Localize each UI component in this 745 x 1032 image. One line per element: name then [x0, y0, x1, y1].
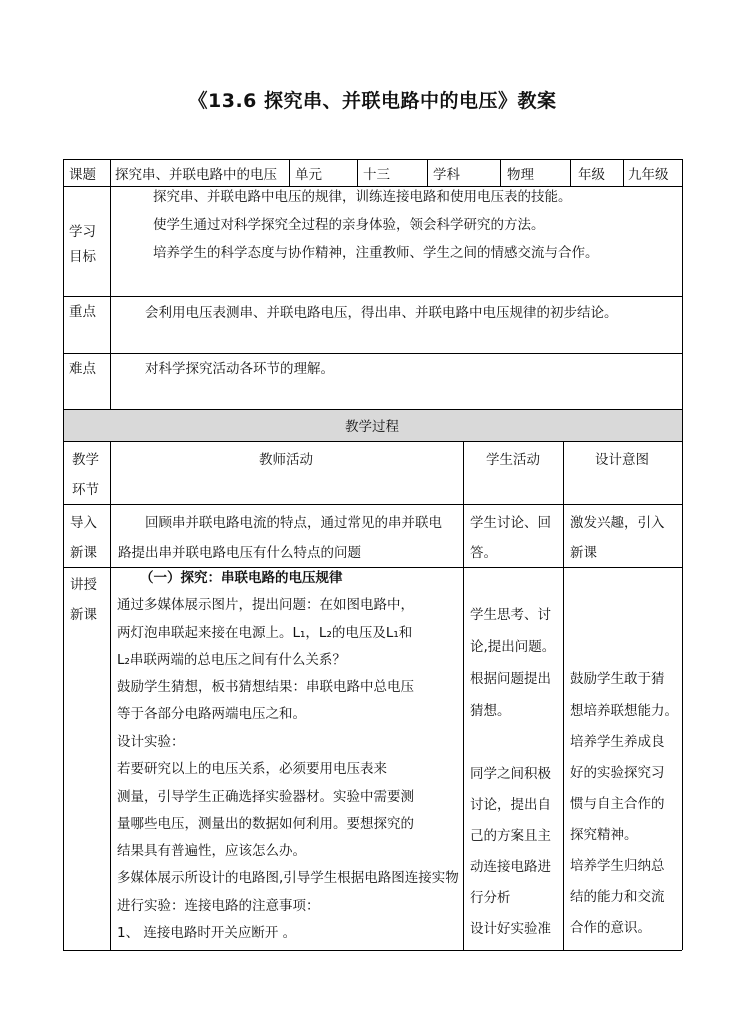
col-design: 设计意图 [595, 452, 649, 468]
student-line: 根据问题提出 [470, 671, 551, 687]
table-border [623, 159, 624, 186]
student-line: 行分析 [470, 890, 511, 906]
table-border [63, 567, 682, 568]
teacher-line: 通过多媒体展示图片，提出问题：在如图电路中， [117, 597, 414, 613]
objective-item: 培养学生的科学态度与协作精神，注重教师、学生之间的情感交流与合作。 [153, 245, 599, 261]
key-point-text: 会利用电压表测串、并联电路电压，得出串、并联电路中电压规律的初步结论。 [145, 305, 618, 321]
design-line: 探究精神。 [570, 827, 638, 843]
col-stage: 环节 [72, 482, 99, 498]
table-border [63, 441, 682, 442]
design-line: 培养学生养成良 [570, 734, 665, 750]
teacher-line: 1、 连接电路时开关应断开 。 [117, 925, 297, 941]
intro-stage: 新课 [70, 545, 97, 561]
col-student: 学生活动 [486, 452, 540, 468]
section-title: 教学过程 [345, 419, 399, 435]
table-border [63, 159, 682, 160]
objectives-label: 学习 [69, 224, 96, 240]
intro-student-text: 学生讨论、回 [470, 515, 551, 531]
intro-design-text: 新课 [570, 545, 597, 561]
table-border [682, 159, 683, 409]
table-border [63, 409, 682, 410]
intro-stage: 导入 [70, 515, 97, 531]
teacher-line: 测量，引导学生正确选择实验器材。实验中需要测 [117, 789, 414, 805]
student-line: 猜想。 [470, 703, 511, 719]
table-border [357, 159, 358, 186]
teacher-line: 两灯泡串联起来接在电源上。L₁，L₂的电压及L₁和 [117, 625, 413, 641]
teacher-line: 量哪些电压，测量出的数据如何利用。要想探究的 [117, 816, 414, 832]
student-line: 动连接电路进 [470, 859, 551, 875]
page-title: 《13.6 探究串、并联电路中的电压》教案 [188, 90, 557, 112]
design-line: 好的实验探究习 [570, 765, 665, 781]
design-line: 结的能力和交流 [570, 889, 665, 905]
table-border [63, 159, 64, 409]
student-line: 同学之间积极 [470, 766, 551, 782]
subject-value: 物理 [507, 167, 534, 183]
grade-value: 九年级 [628, 167, 669, 183]
teacher-line: 鼓励学生猜想，板书猜想结果：串联电路中总电压 [117, 679, 414, 695]
design-line: 鼓励学生敢于猜 [570, 671, 665, 687]
key-point-label: 重点 [69, 304, 96, 320]
table-border [63, 296, 682, 297]
difficulty-text: 对科学探究活动各环节的理解。 [145, 361, 334, 377]
unit-label: 单元 [295, 167, 322, 183]
lecture-heading: （一）探究：串联电路的电压规律 [140, 570, 343, 586]
table-border [63, 409, 64, 950]
design-line: 想培养联想能力。 [570, 703, 678, 719]
intro-teacher-text: 回顾串并联电路电流的特点，通过常见的串并联电 [145, 515, 442, 531]
subject-label: 学科 [433, 167, 460, 183]
intro-teacher-text: 路提出串并联电路电压有什么特点的问题 [118, 545, 361, 561]
design-line: 合作的意识。 [570, 920, 651, 936]
table-border [63, 186, 682, 187]
intro-student-text: 答。 [470, 545, 497, 561]
student-line: 学生思考、讨 [470, 607, 551, 623]
topic-value: 探究串、并联电路中的电压 [115, 167, 277, 183]
unit-value: 十三 [363, 167, 390, 183]
table-border [427, 159, 428, 186]
intro-design-text: 激发兴趣，引入 [570, 515, 665, 531]
col-teacher: 教师活动 [259, 452, 313, 468]
table-border [63, 504, 682, 505]
table-border [110, 159, 111, 409]
topic-label: 课题 [69, 167, 96, 183]
table-border [289, 159, 290, 186]
student-line: 设计好实验准 [470, 921, 551, 937]
student-line: 讨论，提出自 [470, 797, 551, 813]
lecture-stage: 新课 [70, 607, 97, 623]
table-border [500, 159, 501, 186]
teacher-line: 若要研究以上的电压关系，必须要用电压表来 [117, 761, 387, 777]
table-border [63, 353, 682, 354]
teacher-line: 结果具有普遍性，应该怎么办。 [117, 843, 306, 859]
difficulty-label: 难点 [69, 361, 96, 377]
design-line: 培养学生归纳总 [570, 858, 665, 874]
table-border [682, 409, 683, 950]
teacher-line: 多媒体展示所设计的电路图,引导学生根据电路图连接实物 [117, 870, 459, 886]
col-stage: 教学 [72, 452, 99, 468]
table-border [63, 950, 682, 951]
teacher-line: 设计实验： [117, 734, 185, 750]
table-border [563, 441, 564, 950]
table-border [570, 159, 571, 186]
objectives-label: 目标 [69, 249, 96, 265]
student-line: 论,提出问题。 [470, 639, 556, 655]
lecture-stage: 讲授 [70, 577, 97, 593]
teacher-line: 进行实验：连接电路的注意事项： [117, 898, 320, 914]
student-line: 己的方案且主 [470, 828, 551, 844]
design-line: 惯与自主合作的 [570, 796, 665, 812]
teacher-line: L₂串联两端的总电压之间有什么关系？ [117, 652, 346, 668]
objective-item: 探究串、并联电路中电压的规律，训练连接电路和使用电压表的技能。 [153, 189, 572, 205]
table-border [110, 441, 111, 950]
table-border [463, 441, 464, 950]
grade-label: 年级 [578, 167, 605, 183]
objective-item: 使学生通过对科学探究全过程的亲身体验，领会科学研究的方法。 [153, 217, 545, 233]
teacher-line: 等于各部分电路两端电压之和。 [117, 706, 306, 722]
